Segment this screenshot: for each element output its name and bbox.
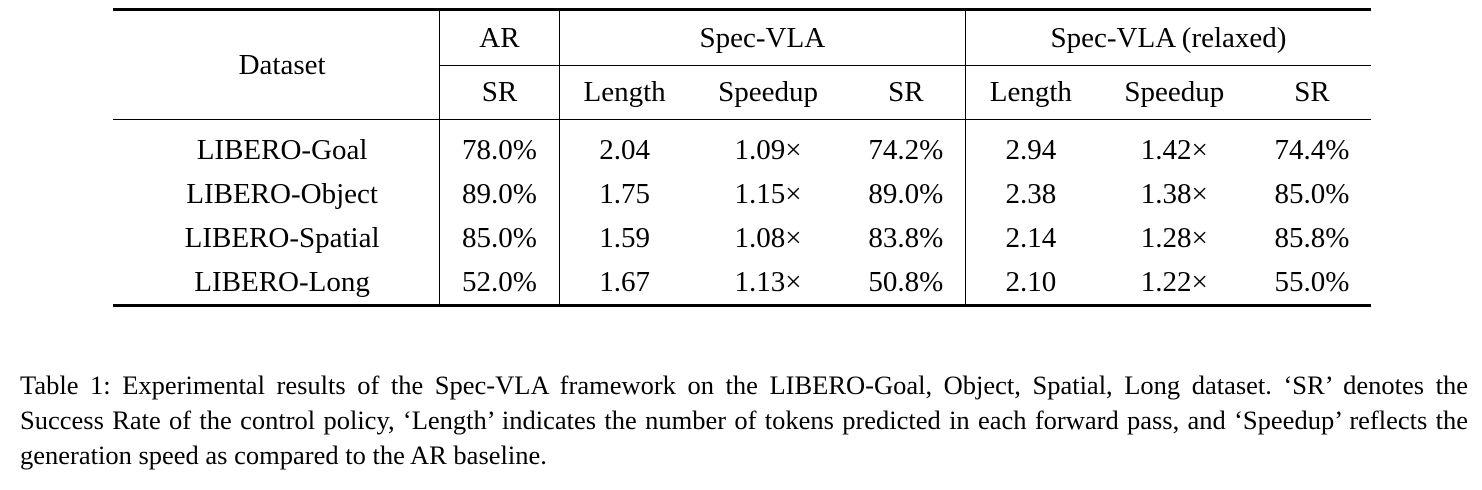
table-row bbox=[113, 216, 1371, 260]
results-table-container bbox=[113, 8, 1371, 307]
cell-long-spec-speedup: 1.13× bbox=[689, 260, 846, 306]
column-group-header-spec-vla-relaxed: Spec-VLA (relaxed) bbox=[965, 10, 1371, 66]
column-header-spec-length: Length bbox=[559, 66, 689, 120]
results-table bbox=[113, 8, 1371, 307]
column-header-relaxed-sr: SR bbox=[1294, 76, 1330, 108]
cell-object-spec-speedup: 1.15× bbox=[734, 177, 802, 210]
cell-spatial-relaxed-length: 2.14 bbox=[965, 216, 1095, 260]
table-caption: Table 1: Experimental results of the Spec-VLA framework on the LIBERO-Goal, Object, Spatial, Long dataset. ‘SR’ denotes the Success Rate of the control policy, ‘Length’ indicates the number of tokens predicted in each forward pass, and ‘Speedup’ reflects the generation speed as compared to the AR baseline. bbox=[20, 370, 1468, 471]
cell-spatial-spec-sr: 83.8% bbox=[868, 221, 944, 254]
cell-goal-relaxed-length: 2.94 bbox=[965, 120, 1095, 173]
column-group-header-spec-vla: Spec-VLA bbox=[559, 10, 965, 66]
column-header-dataset: Dataset bbox=[113, 10, 440, 120]
cell-goal-relaxed-sr: 74.4% bbox=[1253, 120, 1371, 173]
cell-long-relaxed-length: 2.10 bbox=[965, 260, 1095, 306]
cell-spatial-ar-sr: 85.0% bbox=[440, 216, 560, 260]
cell-spatial-relaxed-sr: 85.8% bbox=[1274, 221, 1350, 254]
cell-object-ar-sr: 89.0% bbox=[440, 172, 560, 216]
cell-goal-spec-sr: 74.2% bbox=[847, 120, 966, 173]
column-header-ar-sr: SR bbox=[440, 66, 560, 120]
cell-long-spec-length: 1.67 bbox=[559, 260, 689, 306]
cell-long-ar-sr: 52.0% bbox=[440, 260, 560, 306]
cell-spatial-spec-length: 1.59 bbox=[559, 216, 689, 260]
table-row bbox=[113, 260, 1371, 306]
column-header-spec-sr: SR bbox=[888, 76, 924, 108]
cell-goal-spec-speedup: 1.09× bbox=[689, 120, 846, 173]
cell-goal-spec-length: 2.04 bbox=[559, 120, 689, 173]
row-label-libero-goal: LIBERO-Goal bbox=[113, 120, 440, 173]
cell-goal-relaxed-speedup: 1.42× bbox=[1096, 120, 1253, 173]
column-group-header-ar: AR bbox=[440, 10, 560, 66]
cell-long-relaxed-sr: 55.0% bbox=[1253, 260, 1371, 306]
column-header-spec-speedup: Speedup bbox=[718, 76, 818, 108]
table-header-group-row bbox=[113, 10, 1371, 66]
cell-spatial-relaxed-speedup: 1.28× bbox=[1140, 221, 1208, 254]
column-header-relaxed-speedup: Speedup bbox=[1124, 76, 1225, 108]
cell-object-spec-sr: 89.0% bbox=[868, 177, 944, 210]
cell-object-relaxed-speedup: 1.38× bbox=[1140, 177, 1208, 210]
cell-long-relaxed-speedup: 1.22× bbox=[1096, 260, 1253, 306]
cell-object-relaxed-length: 2.38 bbox=[965, 172, 1095, 216]
table-row bbox=[113, 172, 1371, 216]
row-label-libero-long: LIBERO-Long bbox=[113, 260, 440, 306]
cell-long-spec-sr: 50.8% bbox=[847, 260, 966, 306]
cell-object-spec-length: 1.75 bbox=[559, 172, 689, 216]
cell-object-relaxed-sr: 85.0% bbox=[1274, 177, 1350, 210]
cell-spatial-spec-speedup: 1.08× bbox=[734, 221, 802, 254]
row-label-libero-object: LIBERO-Object bbox=[186, 177, 378, 210]
table-row bbox=[113, 120, 1371, 173]
row-label-libero-spatial: LIBERO-Spatial bbox=[184, 221, 380, 254]
cell-goal-ar-sr: 78.0% bbox=[440, 120, 560, 173]
column-header-relaxed-length: Length bbox=[965, 66, 1095, 120]
